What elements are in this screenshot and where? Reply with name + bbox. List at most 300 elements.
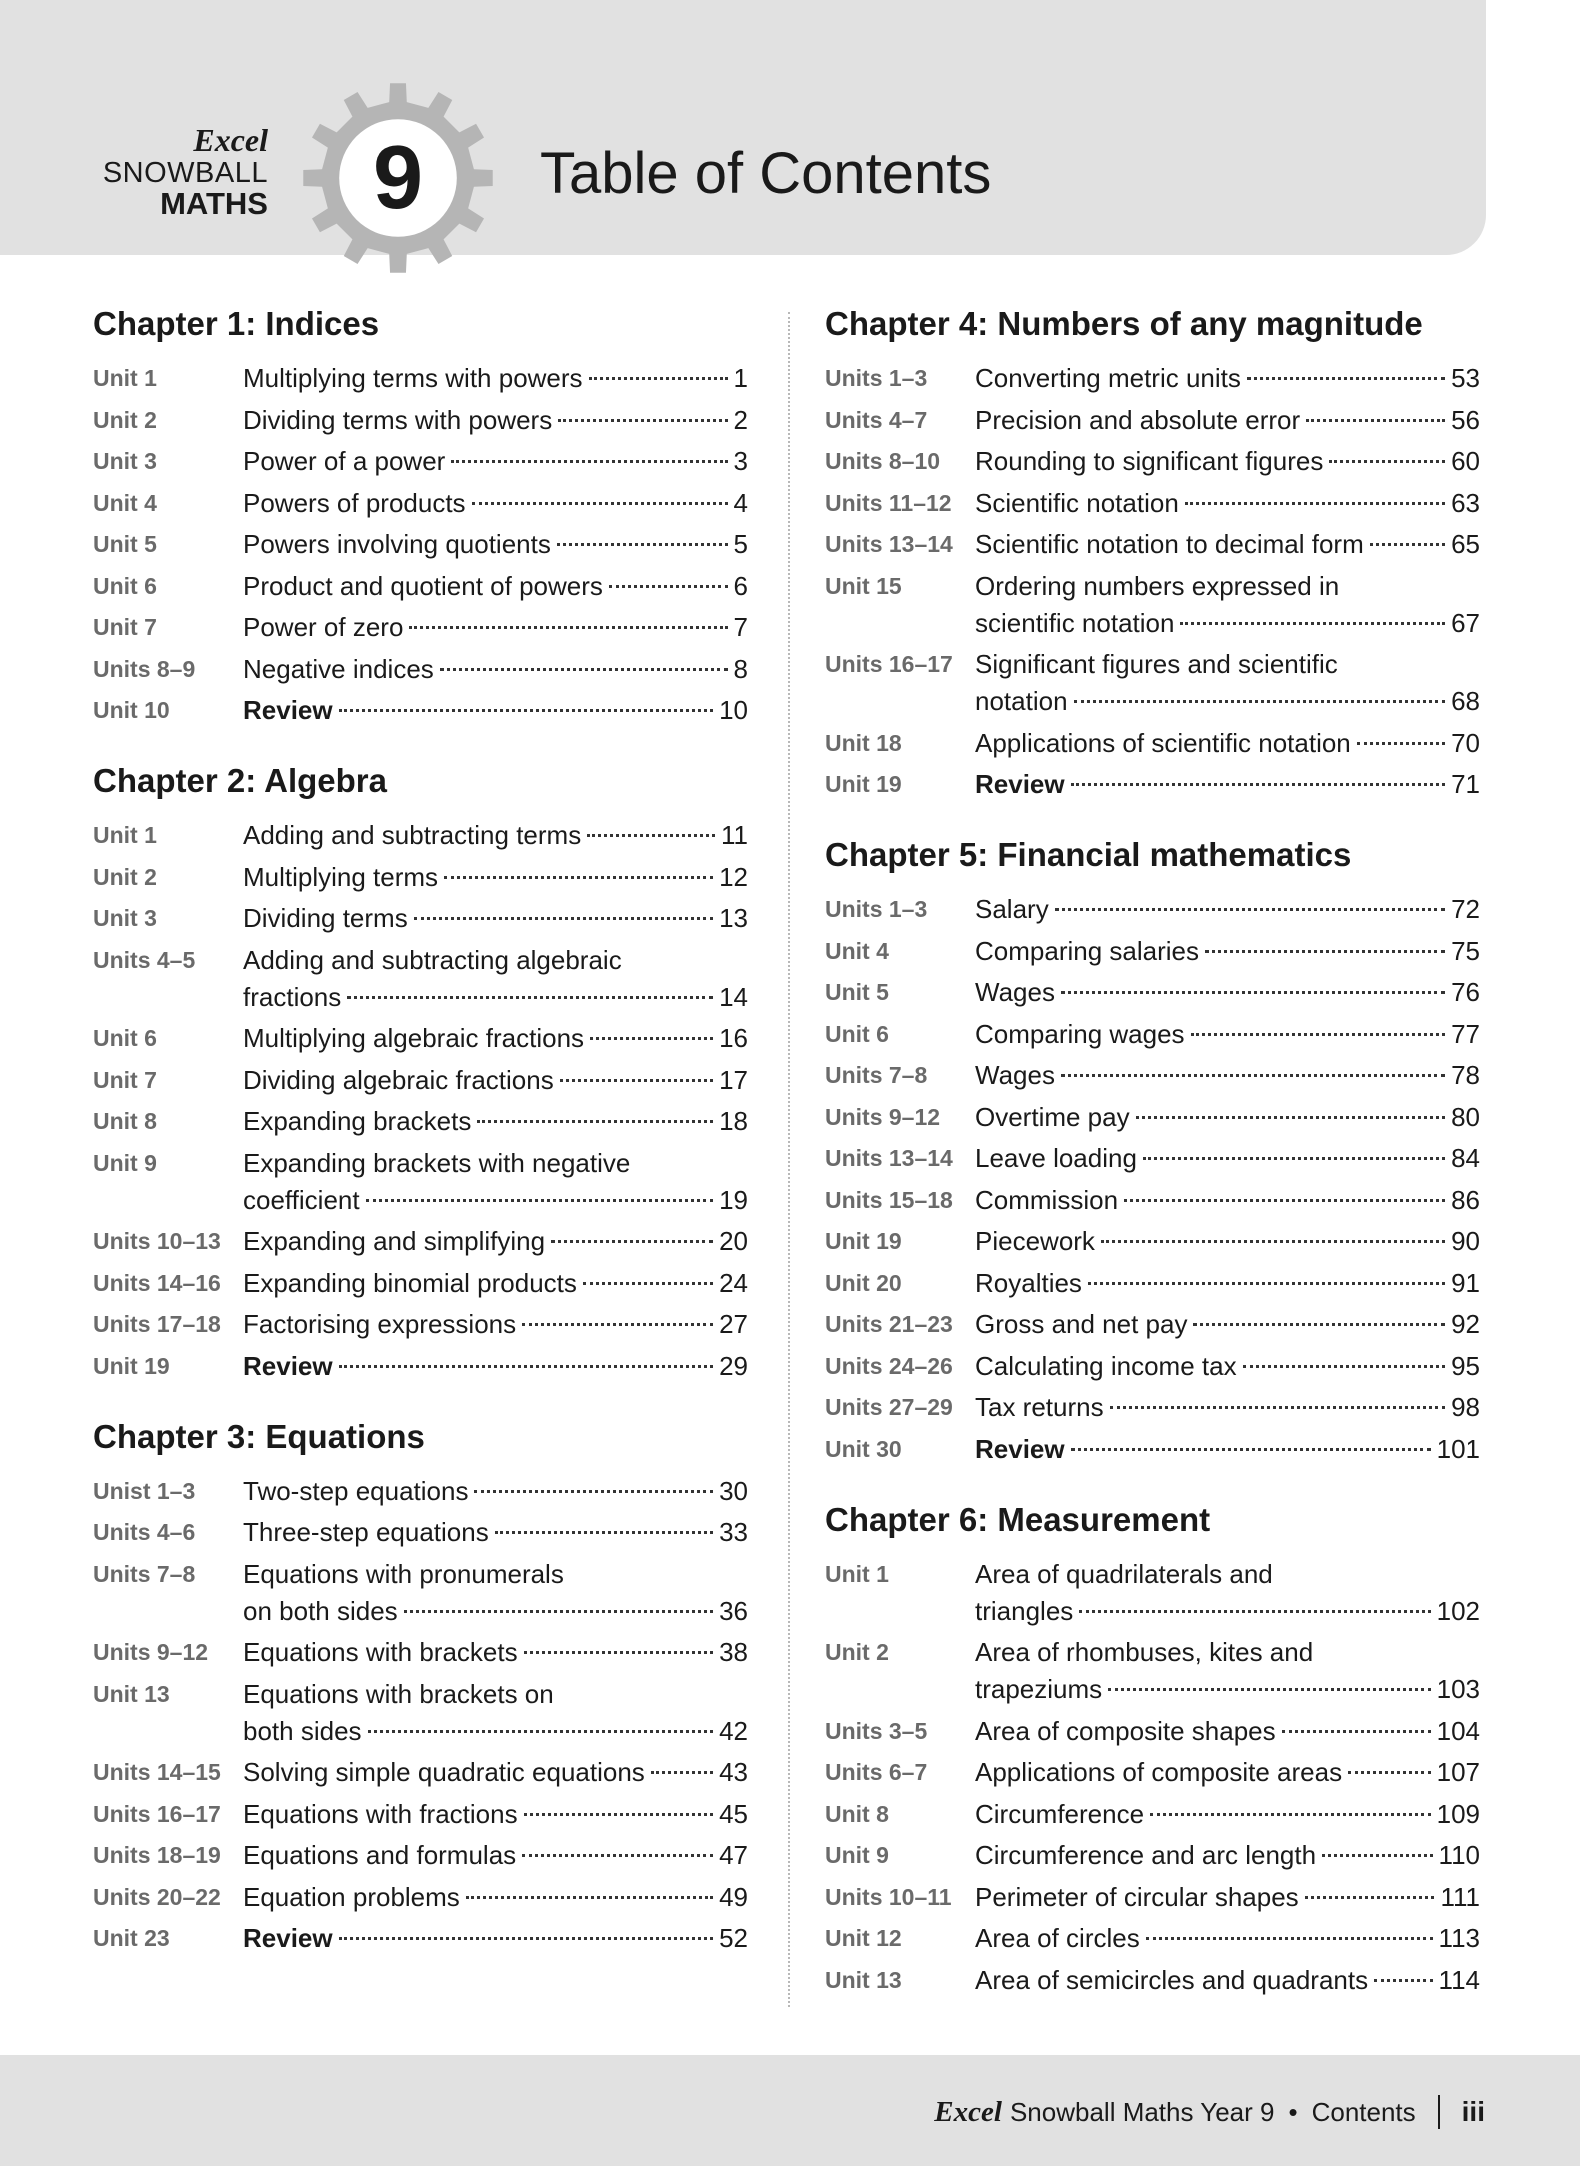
topic-title: Circumference xyxy=(975,1798,1145,1829)
dot-leader xyxy=(474,1490,713,1493)
unit-label: Unit 1 xyxy=(93,822,157,848)
unit-label: Units 10–13 xyxy=(93,1228,221,1254)
dot-leader xyxy=(1110,1406,1445,1409)
unit-label: Units 7–8 xyxy=(93,1560,196,1587)
page-number: 16 xyxy=(719,1023,748,1053)
dot-leader xyxy=(1071,783,1445,786)
topic-title: Commission xyxy=(975,1184,1119,1215)
unit-label: Unit 6 xyxy=(825,1020,889,1047)
toc-entry[interactable] xyxy=(93,942,748,1016)
topic-title: Multiplying terms xyxy=(243,861,439,892)
toc-entry[interactable] xyxy=(93,1920,748,1957)
toc-entry[interactable] xyxy=(93,651,748,688)
toc-entry[interactable] xyxy=(93,1306,748,1343)
dot-leader xyxy=(583,1282,713,1285)
unit-label: Units 21–23 xyxy=(825,1311,953,1337)
topic-title: fractions xyxy=(243,981,342,1012)
dot-leader xyxy=(1180,622,1445,625)
page-number: 104 xyxy=(1436,1715,1480,1746)
chapter-section xyxy=(93,1413,748,1958)
toc-entry[interactable] xyxy=(93,1265,748,1302)
page-number: 75 xyxy=(1451,935,1480,966)
topic-title: Area of circles xyxy=(975,1923,1140,1953)
footer-credit xyxy=(934,2095,1485,2129)
dot-leader xyxy=(558,419,727,422)
topic-title: Product and quotient of powers xyxy=(243,570,603,601)
page-number: 45 xyxy=(719,1798,748,1829)
topic-title: Gross and net pay xyxy=(975,1309,1188,1339)
topic-title: Review xyxy=(243,695,333,725)
unit-label: Units 16–17 xyxy=(825,651,953,677)
dot-leader xyxy=(1108,1688,1430,1691)
topic-title: Wages xyxy=(975,1060,1055,1090)
unit-label: Units 4–5 xyxy=(93,946,196,973)
dot-leader xyxy=(651,1771,713,1774)
toc-entry[interactable] xyxy=(825,1879,1480,1916)
unit-label: Units 20–22 xyxy=(93,1883,221,1910)
dot-leader xyxy=(1143,1157,1445,1160)
unit-label: Units 13–14 xyxy=(825,531,953,557)
toc-entry[interactable] xyxy=(93,859,748,896)
topic-title: Scientific notation xyxy=(975,487,1179,518)
series-logo xyxy=(78,124,268,221)
dot-leader xyxy=(551,1240,713,1243)
toc-entry[interactable] xyxy=(93,1634,748,1671)
topic-title: Scientific notation to decimal form xyxy=(975,529,1364,559)
toc-entry[interactable] xyxy=(825,1182,1480,1219)
footer-separator xyxy=(1438,2095,1440,2129)
page-number: 68 xyxy=(1451,686,1480,716)
unit-label: Units 17–18 xyxy=(93,1311,221,1337)
toc-entry[interactable] xyxy=(93,402,748,439)
dot-leader xyxy=(368,1730,714,1733)
toc-entry[interactable] xyxy=(825,1754,1480,1791)
unit-label: Units 6–7 xyxy=(825,1759,928,1785)
page-number: 92 xyxy=(1451,1309,1480,1339)
topic-title: Significant figures and scientific xyxy=(975,649,1338,679)
unit-label: Unit 13 xyxy=(93,1680,170,1707)
topic-title: Piecework xyxy=(975,1226,1095,1256)
unit-label: Unit 19 xyxy=(93,1352,170,1379)
dot-leader xyxy=(440,668,728,671)
toc-entry[interactable] xyxy=(825,1920,1480,1957)
dot-leader xyxy=(522,1854,713,1857)
chapter-title: Chapter 5: Financial mathematics xyxy=(825,836,1352,873)
dot-leader xyxy=(414,917,713,920)
toc-entry[interactable] xyxy=(825,1265,1480,1302)
topic-title: Review xyxy=(243,1350,333,1381)
unit-label: Unit 3 xyxy=(93,905,157,931)
topic-title: Review xyxy=(243,1923,333,1953)
page-number: 10 xyxy=(719,695,748,725)
toc-entry[interactable] xyxy=(93,900,748,937)
topic-title: Dividing terms xyxy=(243,903,408,933)
topic-title: Dividing terms with powers xyxy=(243,404,553,435)
dot-leader xyxy=(451,460,727,463)
page-number: 63 xyxy=(1451,487,1480,518)
unit-label: Units 16–17 xyxy=(93,1800,221,1827)
page-number: 17 xyxy=(719,1064,748,1095)
page-number: 36 xyxy=(719,1595,748,1626)
topic-title: Area of rhombuses, kites and xyxy=(975,1637,1314,1667)
topic-title: on both sides xyxy=(243,1595,398,1626)
toc-entry[interactable] xyxy=(825,646,1480,720)
chapter-section xyxy=(93,300,748,729)
chapter-section xyxy=(93,757,748,1385)
toc-entry[interactable] xyxy=(825,1057,1480,1094)
unit-label: Unit 20 xyxy=(825,1269,902,1296)
dot-leader xyxy=(1374,1979,1432,1982)
dot-leader xyxy=(1061,1074,1445,1077)
toc-entry[interactable] xyxy=(825,1837,1480,1874)
toc-entry[interactable] xyxy=(825,568,1480,642)
topic-title: Three-step equations xyxy=(243,1517,489,1547)
toc-entry[interactable] xyxy=(93,1103,748,1140)
page-number: 84 xyxy=(1451,1143,1480,1173)
toc-entry[interactable] xyxy=(825,1962,1480,1999)
dot-leader xyxy=(1079,1610,1430,1613)
toc-entry[interactable] xyxy=(825,1306,1480,1343)
toc-entry[interactable] xyxy=(825,766,1480,803)
unit-label: Units 4–7 xyxy=(825,406,928,433)
page-number: 5 xyxy=(733,529,748,559)
toc-entry[interactable] xyxy=(93,360,748,397)
chapter-title: Chapter 3: Equations xyxy=(93,1417,425,1455)
unit-label: Unist 1–3 xyxy=(93,1477,196,1504)
topic-title: both sides xyxy=(243,1715,362,1746)
page-number: 43 xyxy=(719,1757,748,1787)
unit-label: Unit 12 xyxy=(825,1925,902,1951)
toc-entry[interactable] xyxy=(825,402,1480,439)
unit-label: Unit 4 xyxy=(825,937,889,964)
dot-leader xyxy=(1055,908,1445,911)
dot-leader xyxy=(472,502,728,505)
dot-leader xyxy=(404,1610,713,1613)
unit-label: Unit 3 xyxy=(93,448,157,474)
toc-entry[interactable] xyxy=(93,568,748,605)
topic-title: Applications of composite areas xyxy=(975,1757,1343,1787)
toc-entry[interactable] xyxy=(825,1348,1480,1385)
topic-title: Power of zero xyxy=(243,612,404,642)
page-number: 27 xyxy=(719,1309,748,1339)
topic-title: Two-step equations xyxy=(243,1475,469,1506)
page-number: 95 xyxy=(1451,1350,1480,1381)
toc-entry[interactable] xyxy=(93,1348,748,1385)
page-number: 33 xyxy=(719,1517,748,1547)
topic-title: Equation problems xyxy=(243,1881,460,1912)
toc-entry[interactable] xyxy=(825,526,1480,563)
unit-label: Units 15–18 xyxy=(825,1186,953,1213)
toc-entry[interactable] xyxy=(93,609,748,646)
toc-entry[interactable] xyxy=(825,1431,1480,1468)
toc-entry[interactable] xyxy=(93,1837,748,1874)
page-number: 114 xyxy=(1438,1964,1480,1995)
topic-title: Ordering numbers expressed in xyxy=(975,570,1340,601)
page-number: 90 xyxy=(1451,1226,1480,1256)
page-number: 2 xyxy=(733,404,748,435)
page-number: 8 xyxy=(733,653,748,684)
page-number: 24 xyxy=(719,1267,748,1298)
dot-leader xyxy=(339,1937,713,1940)
dot-leader xyxy=(589,377,728,380)
unit-label: Unit 5 xyxy=(93,531,157,557)
toc-entry[interactable] xyxy=(825,443,1480,480)
toc-entry[interactable] xyxy=(825,1713,1480,1750)
dot-leader xyxy=(339,1365,713,1368)
topic-title: Expanding brackets xyxy=(243,1106,472,1136)
toc-entry[interactable] xyxy=(93,1145,748,1219)
footer-bar xyxy=(0,2055,1580,2166)
dot-leader xyxy=(1074,700,1446,703)
page-number: 4 xyxy=(733,487,748,518)
toc-entry[interactable] xyxy=(93,1796,748,1833)
dot-leader xyxy=(444,876,713,879)
toc-entry[interactable] xyxy=(93,1223,748,1260)
topic-title: notation xyxy=(975,686,1068,716)
unit-label: Unit 18 xyxy=(825,729,902,756)
unit-label: Unit 9 xyxy=(825,1842,889,1868)
page-number: 38 xyxy=(719,1637,748,1667)
toc-entry[interactable] xyxy=(93,1676,748,1750)
unit-label: Units 13–14 xyxy=(825,1145,953,1171)
dot-leader xyxy=(347,996,713,999)
topic-title: Perimeter of circular shapes xyxy=(975,1881,1299,1912)
footer-page-number: iii xyxy=(1461,2096,1485,2127)
page-number: 3 xyxy=(733,446,748,476)
dot-leader xyxy=(1185,502,1445,505)
topic-title: triangles xyxy=(975,1595,1074,1626)
page-number: 20 xyxy=(719,1226,748,1256)
topic-title: Tax returns xyxy=(975,1392,1104,1422)
gear-icon xyxy=(300,80,496,276)
dot-leader xyxy=(466,1896,713,1899)
topic-title: Wages xyxy=(975,977,1055,1007)
toc-entry[interactable] xyxy=(825,1389,1480,1426)
topic-title: Comparing wages xyxy=(975,1018,1185,1049)
dot-leader xyxy=(1322,1854,1432,1857)
unit-label: Unit 8 xyxy=(825,1800,889,1827)
chapter-title: Chapter 4: Numbers of any magnitude xyxy=(825,305,1423,342)
topic-title: Salary xyxy=(975,894,1049,924)
topic-title: Area of quadrilaterals and xyxy=(975,1558,1273,1589)
dot-leader xyxy=(522,1323,713,1326)
page-number: 76 xyxy=(1451,977,1480,1007)
toc-entry[interactable] xyxy=(825,933,1480,970)
toc-entry[interactable] xyxy=(825,1634,1480,1708)
toc-entry[interactable] xyxy=(93,1473,748,1510)
unit-label: Unit 8 xyxy=(93,1108,157,1134)
dot-leader xyxy=(1205,950,1445,953)
topic-title: Adding and subtracting algebraic xyxy=(243,944,622,975)
page-number: 30 xyxy=(719,1475,748,1506)
page-title: Table of Contents xyxy=(540,141,992,206)
toc-entry[interactable] xyxy=(825,360,1480,397)
dot-leader xyxy=(1243,1365,1446,1368)
toc-entry[interactable] xyxy=(93,1514,748,1551)
toc-entry[interactable] xyxy=(93,443,748,480)
header-banner xyxy=(0,0,1486,255)
toc-entry[interactable] xyxy=(93,1556,748,1630)
topic-title: Rounding to significant figures xyxy=(975,446,1324,476)
toc-entry[interactable] xyxy=(93,1062,748,1099)
unit-label: Units 4–6 xyxy=(93,1519,196,1545)
dot-leader xyxy=(1348,1771,1431,1774)
chapter-section xyxy=(825,1496,1480,1999)
unit-label: Unit 2 xyxy=(825,1639,889,1665)
toc-entry[interactable] xyxy=(825,725,1480,762)
toc-entry[interactable] xyxy=(93,1754,748,1791)
dot-leader xyxy=(609,585,728,588)
toc-entry[interactable] xyxy=(825,1556,1480,1630)
unit-label: Units 1–3 xyxy=(825,896,928,922)
logo-excel-text: Excel xyxy=(193,122,268,158)
toc-entry[interactable] xyxy=(825,974,1480,1011)
page-number: 98 xyxy=(1451,1392,1480,1422)
dot-leader xyxy=(1061,991,1445,994)
topic-title: Multiplying algebraic fractions xyxy=(243,1023,585,1053)
dot-leader xyxy=(409,626,727,629)
toc-entry[interactable] xyxy=(825,1223,1480,1260)
page-number: 71 xyxy=(1451,769,1480,799)
toc-entry[interactable] xyxy=(825,1099,1480,1136)
topic-title: Area of semicircles and quadrants xyxy=(975,1964,1369,1995)
topic-title: Negative indices xyxy=(243,653,434,684)
topic-title: Solving simple quadratic equations xyxy=(243,1757,645,1787)
toc-entry[interactable] xyxy=(825,891,1480,928)
topic-title: Powers involving quotients xyxy=(243,529,551,559)
chapter-title: Chapter 1: Indices xyxy=(93,305,380,342)
topic-title: Converting metric units xyxy=(975,363,1241,393)
chapter-section xyxy=(825,300,1480,803)
page-number: 67 xyxy=(1451,607,1480,638)
unit-label: Unit 1 xyxy=(825,1560,889,1587)
page-number: 65 xyxy=(1451,529,1480,559)
topic-title: Area of composite shapes xyxy=(975,1715,1276,1746)
chapter-section xyxy=(825,831,1480,1468)
page-number: 29 xyxy=(719,1350,748,1381)
dot-leader xyxy=(587,834,715,837)
topic-title: Expanding and simplifying xyxy=(243,1226,546,1256)
dot-leader xyxy=(1071,1448,1431,1451)
page-number: 86 xyxy=(1451,1184,1480,1215)
dot-leader xyxy=(1306,419,1445,422)
topic-title: Applications of scientific notation xyxy=(975,727,1351,758)
dot-leader xyxy=(1136,1116,1445,1119)
dot-leader xyxy=(524,1651,713,1654)
unit-label: Unit 19 xyxy=(825,771,902,797)
toc-entry[interactable] xyxy=(825,1140,1480,1177)
topic-title: Powers of products xyxy=(243,487,466,518)
unit-label: Units 8–9 xyxy=(93,655,196,682)
page-number: 101 xyxy=(1436,1433,1480,1464)
chapter-title: Chapter 2: Algebra xyxy=(93,762,388,799)
topic-title: Multiplying terms with powers xyxy=(243,363,583,393)
logo-maths-text: MATHS xyxy=(160,186,268,222)
page-number: 11 xyxy=(721,820,748,850)
toc-entry[interactable] xyxy=(825,1016,1480,1053)
toc-entry[interactable] xyxy=(93,526,748,563)
dot-leader xyxy=(1146,1937,1433,1940)
page-number: 80 xyxy=(1451,1101,1480,1132)
dot-leader xyxy=(1150,1813,1431,1816)
topic-title: Review xyxy=(975,1433,1065,1464)
unit-label: Units 9–12 xyxy=(825,1103,941,1130)
dot-leader xyxy=(1247,377,1445,380)
column-divider xyxy=(788,312,790,2007)
page-number: 7 xyxy=(733,612,748,642)
toc-entry[interactable] xyxy=(93,1879,748,1916)
toc-entry[interactable] xyxy=(93,817,748,854)
page-number: 18 xyxy=(719,1106,748,1136)
topic-title: trapeziums xyxy=(975,1674,1103,1704)
toc-entry[interactable] xyxy=(93,485,748,522)
dot-leader xyxy=(1101,1240,1445,1243)
page-number: 107 xyxy=(1436,1757,1480,1787)
topic-title: coefficient xyxy=(243,1184,360,1215)
topic-title: Dividing algebraic fractions xyxy=(243,1064,554,1095)
dot-leader xyxy=(1370,543,1445,546)
unit-label: Units 9–12 xyxy=(93,1639,209,1665)
unit-label: Unit 2 xyxy=(93,863,157,890)
toc-entry[interactable] xyxy=(93,692,748,729)
unit-label: Unit 4 xyxy=(93,489,157,516)
page-number: 56 xyxy=(1451,404,1480,435)
dot-leader xyxy=(524,1813,713,1816)
unit-label: Unit 6 xyxy=(93,572,157,599)
year-number: 9 xyxy=(372,127,424,228)
topic-title: Expanding brackets with negative xyxy=(243,1147,631,1178)
unit-label: Unit 9 xyxy=(93,1149,157,1176)
unit-label: Units 18–19 xyxy=(93,1842,221,1868)
page-number: 12 xyxy=(719,861,748,892)
right-column xyxy=(825,300,1480,2027)
topic-title: Circumference and arc length xyxy=(975,1840,1317,1870)
unit-label: Unit 19 xyxy=(825,1228,902,1254)
page-number: 103 xyxy=(1436,1674,1480,1704)
unit-label: Units 27–29 xyxy=(825,1394,953,1420)
page-number: 111 xyxy=(1440,1881,1480,1912)
topic-title: Leave loading xyxy=(975,1143,1137,1173)
dot-leader xyxy=(1193,1323,1445,1326)
topic-title: Factorising expressions xyxy=(243,1309,517,1339)
unit-label: Units 10–11 xyxy=(825,1883,952,1910)
unit-label: Unit 10 xyxy=(93,697,170,723)
topic-title: Expanding binomial products xyxy=(243,1267,577,1298)
unit-label: Units 3–5 xyxy=(825,1717,928,1744)
topic-title: Comparing salaries xyxy=(975,935,1199,966)
topic-title: Royalties xyxy=(975,1267,1082,1298)
toc-entry[interactable] xyxy=(93,1020,748,1057)
topic-title: Equations with pronumerals xyxy=(243,1558,564,1589)
left-column xyxy=(93,300,748,1985)
page-number: 47 xyxy=(719,1840,748,1870)
unit-label: Unit 1 xyxy=(93,365,157,391)
page-number: 6 xyxy=(733,570,748,601)
page-number: 78 xyxy=(1451,1060,1480,1090)
dot-leader xyxy=(477,1120,713,1123)
unit-label: Unit 23 xyxy=(93,1925,170,1951)
toc-entry[interactable] xyxy=(825,485,1480,522)
page-number: 49 xyxy=(719,1881,748,1912)
topic-title: Overtime pay xyxy=(975,1101,1130,1132)
dot-leader xyxy=(557,543,728,546)
page-number: 14 xyxy=(719,981,748,1012)
topic-title: scientific notation xyxy=(975,607,1175,638)
unit-label: Units 24–26 xyxy=(825,1352,953,1379)
page-number: 53 xyxy=(1451,363,1480,393)
dot-leader xyxy=(339,709,713,712)
toc-entry[interactable] xyxy=(825,1796,1480,1833)
